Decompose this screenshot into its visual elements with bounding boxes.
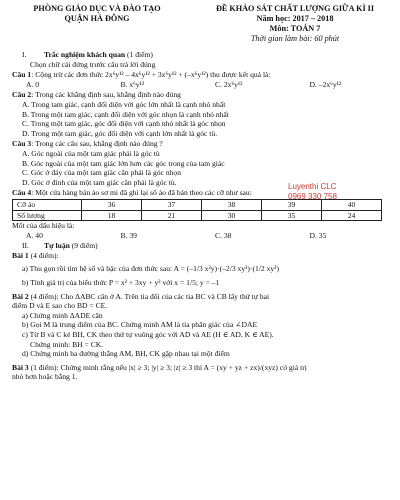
question-4-text: : Một cửa hàng bán áo sơ mi đã ghi lại số áo đã bán theo các cỡ như sau: (31, 188, 252, 198)
problem-1-points: (4 điểm): (28, 250, 59, 260)
exam-info-block (200, 4, 390, 44)
question-3-option-c: C. Góc ở đáy của một tam giác cân phải là góc nhọn (22, 168, 182, 178)
table-cell: 35 (262, 210, 322, 221)
question-2 (12, 90, 390, 100)
table-row-label: Số lượng (13, 210, 82, 221)
question-4-label: Câu 4 (12, 188, 32, 198)
part2-heading (12, 241, 390, 251)
table-cell: 39 (262, 199, 322, 210)
question-4-option-a: A. 40 (26, 230, 43, 240)
part1-instruction: Chọn chữ cái đứng trước câu trả lời đúng (30, 59, 156, 69)
table-cell: 40 (322, 199, 382, 210)
table-row (13, 210, 382, 221)
exam-title: ĐỀ KHẢO SÁT CHẤT LƯỢNG GIỮA KÌ II (215, 4, 375, 13)
problem-2-label: Bài 2 (12, 291, 29, 301)
district-name: QUẬN HÀ ĐÔNG (64, 14, 130, 23)
table-cell: 37 (142, 199, 202, 210)
question-3-option-a: A. Góc ngoài của một tam giác phải là góc tù (22, 148, 160, 158)
shirt-size-table (12, 199, 382, 221)
part1-points: (1 điểm) (125, 50, 153, 59)
problem-2-c-cont: Chứng minh: BH = CK. (30, 339, 104, 349)
school-year: Năm học: 2017 – 2018 (256, 14, 334, 23)
problem-2-d: d) Chứng minh ba đường thẳng AM, BH, CK gặp nhau tại một điểm (22, 349, 230, 359)
problem-2 (12, 292, 390, 302)
part1-section (12, 50, 390, 240)
table-cell: 18 (82, 210, 142, 221)
exam-header (12, 4, 390, 44)
problem-2-b: b) Gọi M là trung điểm của BC. Chứng minh AM là tia phân giác của ∠DAE (22, 320, 258, 330)
table-row-label: Cỡ áo (13, 199, 82, 210)
problem-1-b: b) Tính giá trị của biểu thức P = x² + 3xy + y² với x = 1/5; y = –1 (22, 278, 220, 288)
exam-time: Thời gian làm bài: 60 phút (250, 34, 340, 43)
question-4-mode: Mốt của dấu hiệu là: (12, 221, 75, 231)
problem-2-text: (4 điểm): Cho ΔABC cân ở A. Trên tia đối của các tia BC và CB lấy thứ tự hai (28, 291, 270, 301)
part1-heading (12, 50, 390, 60)
part1-number: I. (22, 50, 27, 59)
stamp-phone: 0969 330 758 (288, 192, 337, 201)
problem-3-text-cont: nhỏ hơn hoặc bằng 1. (12, 372, 78, 382)
problem-1 (12, 251, 390, 261)
question-1-label: Câu 1 (12, 70, 32, 80)
question-3-label: Câu 3 (12, 139, 32, 149)
table-cell: 24 (322, 210, 382, 221)
problem-1-label: Bài 1 (12, 250, 29, 260)
part2-number: II. (22, 241, 29, 251)
question-1-text: : Cộng trừ các đơn thức 2x⁶y¹² – 4x⁶y¹² + 3x⁶y¹² + (–x⁶y¹²) thu được kết quả là: (31, 70, 271, 80)
problem-2-text-cont: điểm D và E sao cho BD = CE. (12, 301, 108, 311)
stamp-name: Luyenthi CLC (288, 182, 337, 191)
part1-title: Trắc nghiệm khách quan (44, 50, 126, 59)
question-1 (12, 70, 390, 80)
table-cell: 21 (142, 210, 202, 221)
part2-title: Tự luận (44, 241, 70, 251)
department-block (12, 4, 182, 44)
problem-3-label: Bài 3 (12, 362, 29, 372)
question-2-text: : Trong các khẳng định sau, khẳng định nào đúng (31, 90, 181, 100)
question-4-option-c: C. 38 (215, 230, 232, 240)
table-cell: 36 (82, 199, 142, 210)
problem-2-a: a) Chứng minh ΔADE cân (22, 310, 103, 320)
question-2-option-b: B. Trong một tam giác, cạnh đối diện với góc nhọn là cạnh nhỏ nhất (22, 109, 229, 119)
question-2-option-a: A. Trong tam giác, cạnh đối diện với góc lớn nhất là cạnh nhỏ nhất (22, 99, 226, 109)
department-name: PHÒNG GIÁO DỤC VÀ ĐÀO TẠO (33, 4, 161, 13)
question-3-text: : Trong các câu sau, khẳng định nào đúng ? (31, 139, 163, 149)
subject: Môn: TOÁN 7 (269, 24, 321, 33)
question-3 (12, 139, 390, 149)
question-3-option-d: D. Góc ở đỉnh của một tam giác cân phải là góc tù. (22, 177, 177, 187)
question-1-option-b: B. x⁶y¹² (120, 79, 145, 89)
problem-3-text: (1 điểm): Chứng minh rằng nếu |x| ≥ 3; |y| ≥ 3; |z| ≥ 3 thì A = (xy + yz + zx)/(xyz) có giá trị (28, 362, 307, 372)
question-1-option-a: A. 0 (26, 79, 40, 89)
problem-2-c: c) Từ B và C kẻ BH, CK theo thứ tự vuông góc với AD và AE (H ∈ AD, K ∈ AE). (22, 330, 274, 340)
problem-3 (12, 363, 390, 373)
question-2-label: Câu 2 (12, 90, 32, 100)
question-2-option-d: D. Trong một tam giác, góc đối diện với cạnh lớn nhất là góc tù. (22, 128, 218, 138)
question-2-option-c: C. Trong một tam giác, góc đối diện với cạnh nhỏ nhất là góc nhọn (22, 119, 226, 129)
watermark-stamp (288, 182, 337, 202)
question-1-options (12, 80, 390, 90)
question-4-options (12, 231, 390, 241)
table-cell: 38 (202, 199, 262, 210)
question-4-option-b: B. 39 (120, 230, 137, 240)
question-4-option-d: D. 35 (309, 230, 327, 240)
part2-points: (9 điểm) (69, 241, 98, 251)
question-1-option-c: C. 2x⁶y¹² (215, 79, 243, 89)
table-cell: 30 (202, 210, 262, 221)
problem-1-a: a) Thu gọn rồi tìm hệ số và bậc của đơn thức sau: A = (–1/3 x²y)·(–2/3 xy³)·(1/2 xy²) (22, 264, 279, 274)
question-1-option-d: D. –2x⁶y¹² (309, 79, 342, 89)
question-3-option-b: B. Góc ngoài của một tam giác lớn hơn các góc trong của tam giác (22, 158, 225, 168)
part2-section (12, 241, 390, 382)
